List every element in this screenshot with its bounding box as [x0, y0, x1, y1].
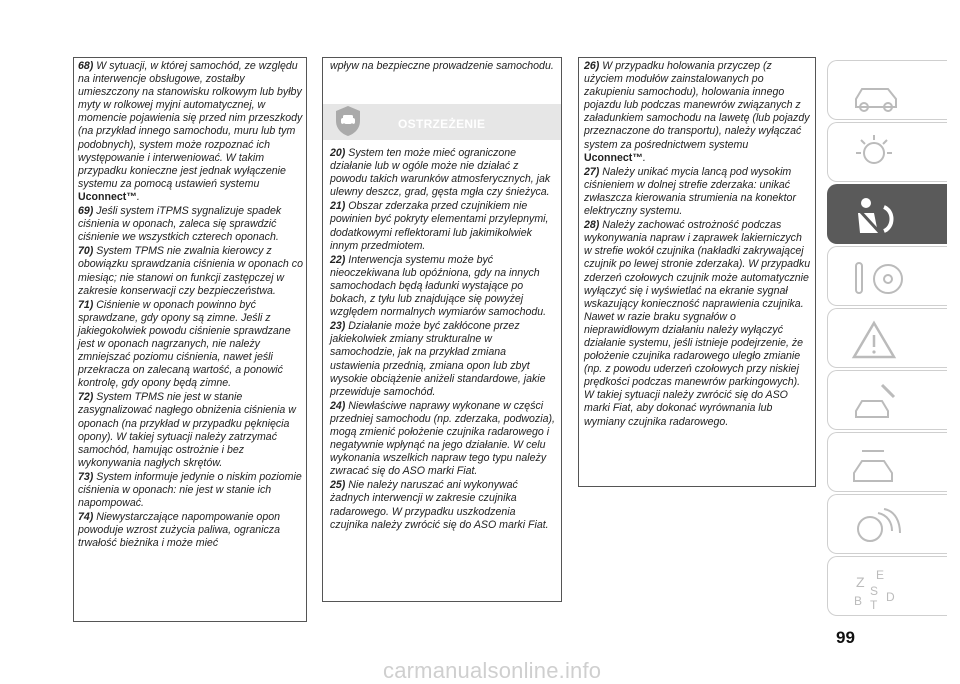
- chapter-tab-data-sheet[interactable]: [827, 432, 947, 492]
- note-item: [78, 299, 308, 391]
- note-text: Niewłaściwe naprawy wykonane w części przedniej samochodu (np. zderzaka, podwozia), mogą zmienić położenie czujnika radarowego i negatywnie wpłynąć na jego działanie. W celu wykonania wszelkich napraw tego typu należy zwracać się do ASO marki Fiat.: [330, 399, 555, 478]
- note-item: [330, 254, 555, 319]
- note-item: [584, 166, 812, 218]
- note-text: System informuje jedynie o niskim poziomie ciśnienia w oponach: nie jest w stanie ich napompować.: [78, 470, 302, 510]
- note-item: [584, 219, 812, 429]
- note-item: [78, 60, 308, 204]
- note-text: Należy zachować ostrożność podczas wykonywania napraw i zaprawek lakierniczych w strefie wokół czujnika (nakładki zakrywającej czujnik po lewej stronie zderzaka). W przypadku zderzeń czołowych czujnik może automatycznie wyłączyć się i wyświetlać na ekranie sygnał wskazujący konieczność naprawienia czujnika. Nawet w razie braku sygnałów o nieprawidłowym działaniu należy wyłączyć działanie systemu, jeśli istnieje podejrzenie, że położenie czujnika radarowego uległo zmianie (np. z powodu uderzeń czołowych przy niskiej prędkości podczas manewrów parkingowych). W takiej sytuacji należy zwrócić się do ASO marki Fiat, aby dokonać wyrównania lub wymiany czujnika radarowego.: [584, 219, 811, 428]
- note-item: [330, 400, 555, 479]
- note-number: 68): [78, 60, 97, 72]
- chapter-tab-car-info[interactable]: [827, 60, 947, 120]
- note-emphasis: Uconnect™: [78, 190, 137, 203]
- svg-text:S: S: [870, 584, 879, 598]
- chapter-tab-dashboard-lights[interactable]: [827, 122, 947, 182]
- column-2-text: [330, 147, 555, 533]
- note-item: [330, 200, 555, 252]
- svg-text:D: D: [886, 590, 895, 604]
- note-number: 26): [584, 60, 603, 72]
- chapter-tab-multimedia[interactable]: [827, 494, 947, 554]
- note-text: Interwencja systemu może być nieoczekiwana lub opóźniona, gdy na innych samochodach będą ładunki wystające po bokach, z tyłu lub znajdujące się powyżej względem normalnych wymiarów samochodu.: [330, 253, 547, 319]
- svg-text:E: E: [876, 568, 885, 582]
- note-item: [584, 60, 812, 165]
- note-item: [330, 320, 555, 399]
- note-number: 22): [330, 253, 349, 266]
- note-text: Należy unikać mycia lancą pod wysokim ciśnieniem w dolnej strefie zderzaka: unikać zwłaszcza kierowania strumienia na konektor elektryczny systemu.: [584, 165, 796, 218]
- column-2-intro: wpływ na bezpieczne prowadzenie samochodu.: [330, 60, 554, 72]
- note-number: 72): [78, 391, 97, 404]
- note-item: [78, 471, 308, 510]
- page-number: 99: [836, 628, 855, 647]
- note-text: W sytuacji, w której samochód, ze względu na interwencje obsługowe, zostałby umieszczony na stanowisku rolkowym lub byłby myty w rolkowej myjni automatycznej, w momencie pojawienia się przed nim przeszkody (na przykład innego samochodu, muru lub tym podobnych), system może rozpoznać ich występowanie i interweniować. W takim przypadku konieczne jest jednak wyłączenie systemu za pomocą ustawień systemu: [78, 60, 303, 190]
- note-number: 24): [330, 399, 349, 412]
- note-number: 27): [584, 165, 603, 178]
- note-item: [78, 391, 308, 470]
- chapter-tab-wrench-car[interactable]: [827, 370, 947, 430]
- note-text: Nie należy naruszać ani wykonywać żadnych interwencji w zakresie czujnika radarowego. W przypadku uszkodzenia czujnika należy zwrócić się do ASO marki Fiat.: [330, 479, 549, 531]
- note-text: Jeśli system iTPMS sygnalizuje spadek ciśnienia w oponach, zaleca się sprawdzić ciśnienie we wszystkich czterech oponach.: [78, 205, 282, 244]
- note-item: [78, 205, 308, 244]
- note-number: 23): [330, 320, 349, 333]
- svg-text:Z: Z: [856, 574, 865, 590]
- warning-title: OSTRZEŻENIE: [398, 117, 486, 131]
- note-number: 71): [78, 298, 97, 311]
- note-item: [330, 479, 555, 531]
- note-text: Działanie może być zakłócone przez jakiekolwiek zmiany strukturalne w samochodzie, jak na przykład zmiana ustawienia przednią, zmiana opon lub zbyt wysokie obciążenie aniżeli standardowe, jakie przewiduje samochód.: [330, 320, 546, 398]
- chapter-tab-index-letters[interactable]: [827, 556, 947, 616]
- note-number: 20): [330, 147, 349, 159]
- note-text: System TPMS nie jest w stanie zasygnalizować nagłego obniżenia ciśnienia w oponach (na przykład w przypadku pęknięcia opony). W takiej sytuacji należy zatrzymać samochód, hamując ostrożnie i bez wykonywania nagłych skrętów.: [78, 391, 296, 469]
- column-1-text: [78, 60, 308, 551]
- watermark: carmanualsonline.info: [383, 658, 602, 683]
- note-number: 25): [330, 479, 349, 492]
- note-number: 69): [78, 205, 97, 218]
- chapter-tab-key-steering[interactable]: [827, 246, 947, 306]
- warning-car-icon: [335, 105, 361, 142]
- note-emphasis: Uconnect™: [584, 151, 643, 164]
- svg-text:T: T: [870, 598, 878, 611]
- column-3-text: [584, 60, 812, 430]
- note-number: 74): [78, 511, 97, 524]
- note-text: Niewystarczające napompowanie opon powoduje wzrost zużycia paliwa, ogranicza trwałość bieżnika i może mieć: [78, 511, 280, 550]
- note-number: 28): [584, 219, 603, 232]
- note-text: W przypadku holowania przyczep (z użyciem modułów zainstalowanych po zakupieniu samochodu), holowania innego pojazdu lub podczas manewrów związanych z załadunkiem samochodu na lawetę (lub pojazdy przeznaczone do transportu), należy wyłączać system za pośrednictwem systemu: [584, 60, 810, 151]
- chapter-tab-warning-triangle[interactable]: [827, 308, 947, 368]
- note-text: System ten może mieć ograniczone działanie lub w ogóle może nie działać z powodu takich warunków atmosferycznych, jak ulewny deszcz, grad, gęsta mgła czy śnieżyca.: [330, 147, 551, 199]
- note-text: System TPMS nie zwalnia kierowcy z obowiązku sprawdzania ciśnienia w oponach co miesiąc; nie stanowi on funkcji zastępczej w zakresie konserwacji czy bezpieczeństwa.: [78, 245, 303, 297]
- note-text: Obszar zderzaka przed czujnikiem nie powinien być pokryty elementami przylepnymi, dodatkowymi reflektorami lub jakimikolwiek innym przedmiotem.: [330, 200, 549, 252]
- note-number: 70): [78, 245, 97, 258]
- note-text: Ciśnienie w oponach powinno być sprawdzane, gdy opony są zimne. Jeśli z jakiegokolwiek powodu ciśnienie sprawdzane jest w oponach nagrzanych, nie należy zmniejszać poziomu ciśnienia, nawet jeśli przekracza on zalecaną wartość, a ponowić kontrolę, gdy opony będą zimne.: [78, 298, 291, 390]
- note-tail: .: [136, 190, 140, 203]
- note-number: 21): [330, 200, 349, 213]
- note-item: [78, 245, 308, 297]
- chapter-tab-safety-seatbelt[interactable]: [827, 184, 947, 244]
- svg-text:B: B: [854, 594, 863, 608]
- note-number: 73): [78, 470, 97, 483]
- note-item: [330, 147, 555, 199]
- note-tail: .: [642, 151, 646, 164]
- note-item: [78, 511, 308, 550]
